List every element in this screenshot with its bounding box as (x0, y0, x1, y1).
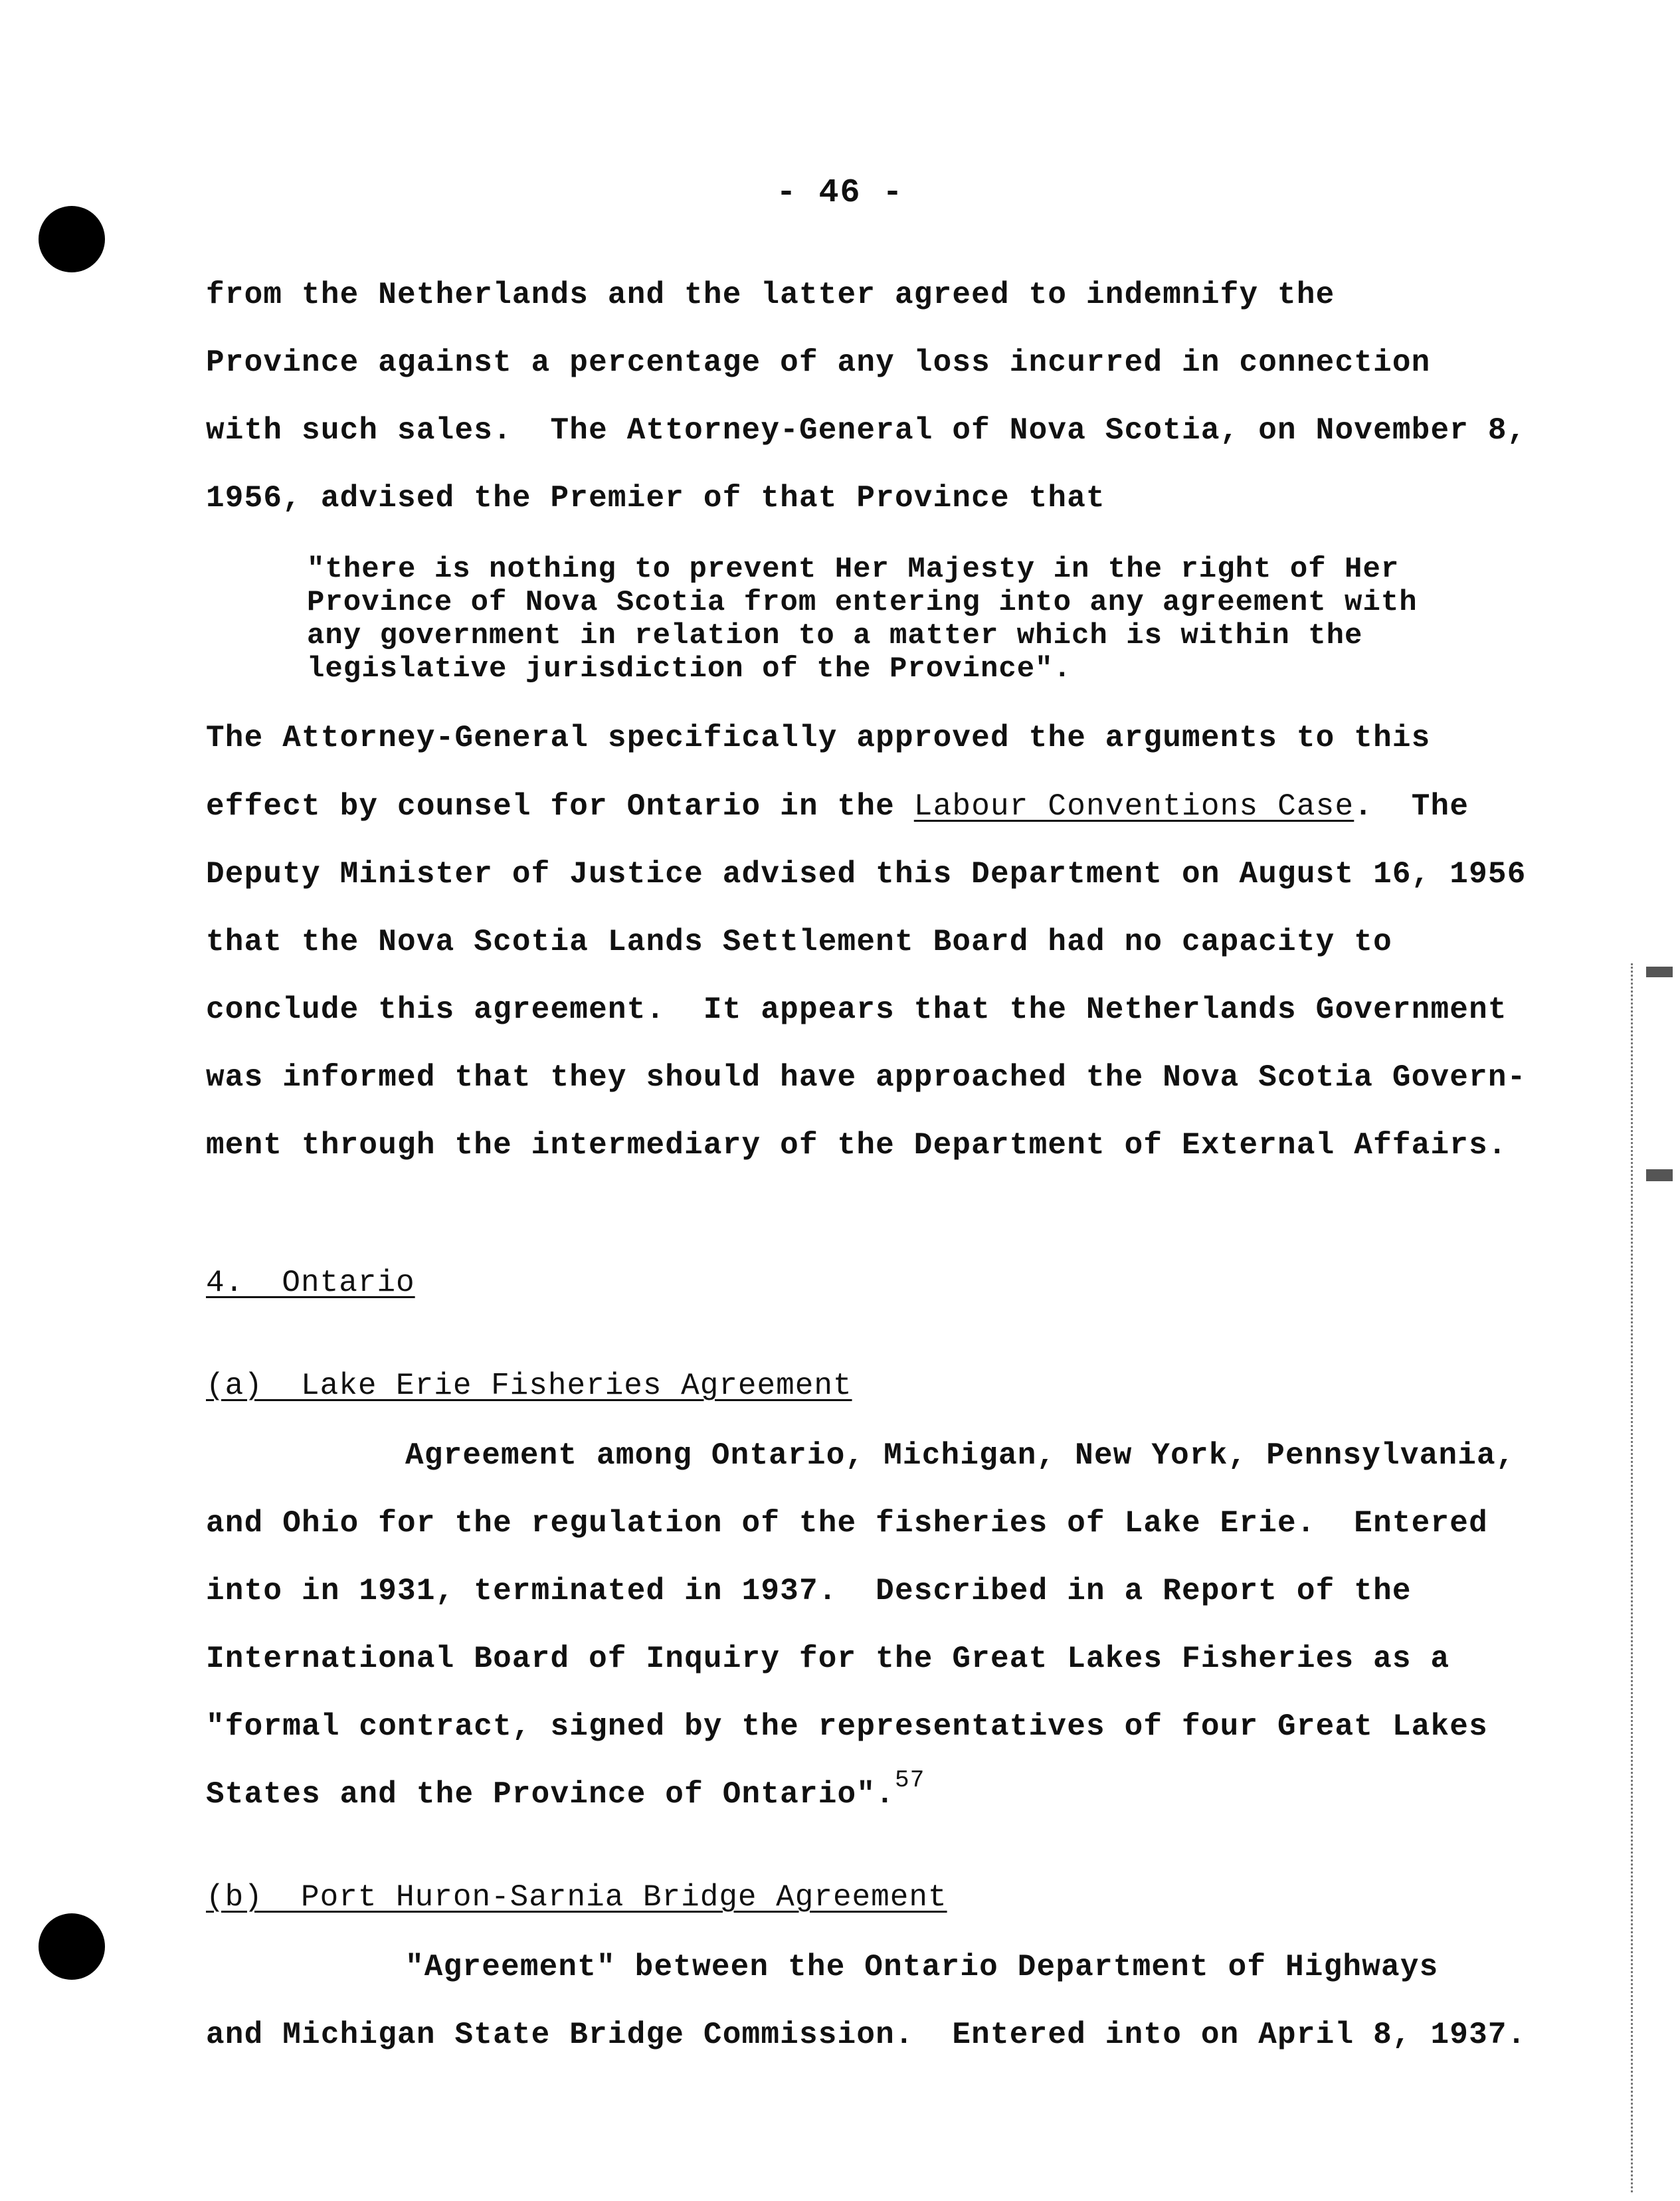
subsection-a-line-4: International Board of Inquiry for the Great Lakes Fisheries as a (206, 1642, 1450, 1676)
paragraph-2-line-2-start: effect by counsel for Ontario in the (206, 789, 914, 824)
section-heading-ontario: 4. Ontario (206, 1266, 415, 1300)
subsection-b-line-2: and Michigan State Bridge Commission. Entered into on April 8, 1937. (206, 2018, 1527, 2052)
paragraph-2-line-2-end: . The (1354, 789, 1469, 824)
paragraph-1-line-1: from the Netherlands and the latter agreed to indemnify the (206, 278, 1335, 312)
paragraph-2-line-6: was informed that they should have approached the Nova Scotia Govern- (206, 1060, 1527, 1095)
subsection-a-line-3: into in 1931, terminated in 1937. Described in a Report of the (206, 1574, 1412, 1608)
paragraph-2-line-2 (206, 789, 1469, 824)
paragraph-2-line-3: Deputy Minister of Justice advised this Department on August 16, 1956 (206, 857, 1527, 892)
subsection-a-line-5: "formal contract, signed by the representatives of four Great Lakes (206, 1709, 1488, 1744)
paragraph-1-line-2: Province against a percentage of any loss incurred in connection (206, 345, 1431, 380)
subsection-a-line-1: Agreement among Ontario, Michigan, New York, Pennsylvania, (405, 1438, 1515, 1473)
subsection-a-line-6-text: States and the Province of Ontario". (206, 1777, 895, 1812)
quote-line-1: "there is nothing to prevent Her Majesty in the right of Her (307, 553, 1400, 586)
paragraph-2-line-5: conclude this agreement. It appears that the Netherlands Government (206, 993, 1507, 1027)
paragraph-1-line-4: 1956, advised the Premier of that Province that (206, 481, 1105, 516)
punch-hole-bottom (39, 1913, 105, 1980)
quote-line-3: any government in relation to a matter which is within the (307, 619, 1363, 652)
edge-mark-1 (1646, 967, 1673, 977)
subsection-b-line-1: "Agreement" between the Ontario Department of Highways (405, 1950, 1439, 1984)
subsection-b-heading: (b) Port Huron-Sarnia Bridge Agreement (206, 1880, 947, 1915)
subsection-a-line-2: and Ohio for the regulation of the fisheries of Lake Erie. Entered (206, 1506, 1488, 1541)
subsection-a-line-6 (206, 1767, 925, 1812)
paragraph-1-line-3: with such sales. The Attorney-General of Nova Scotia, on November 8, (206, 413, 1527, 448)
page-number: - 46 - (776, 174, 904, 212)
quote-line-2: Province of Nova Scotia from entering into any agreement with (307, 586, 1418, 619)
footnote-marker: 57 (894, 1767, 925, 1794)
page-edge-dots (1631, 963, 1635, 2192)
paragraph-2-line-1: The Attorney-General specifically approved the arguments to this (206, 721, 1431, 755)
quote-line-4: legislative jurisdiction of the Province". (307, 652, 1072, 686)
punch-hole-top (39, 206, 105, 272)
paragraph-2-line-4: that the Nova Scotia Lands Settlement Board had no capacity to (206, 925, 1392, 959)
edge-mark-2 (1646, 1169, 1673, 1181)
subsection-a-heading: (a) Lake Erie Fisheries Agreement (206, 1369, 852, 1403)
paragraph-2-line-7: ment through the intermediary of the Department of External Affairs. (206, 1128, 1507, 1163)
case-name: Labour Conventions Case (913, 789, 1354, 824)
